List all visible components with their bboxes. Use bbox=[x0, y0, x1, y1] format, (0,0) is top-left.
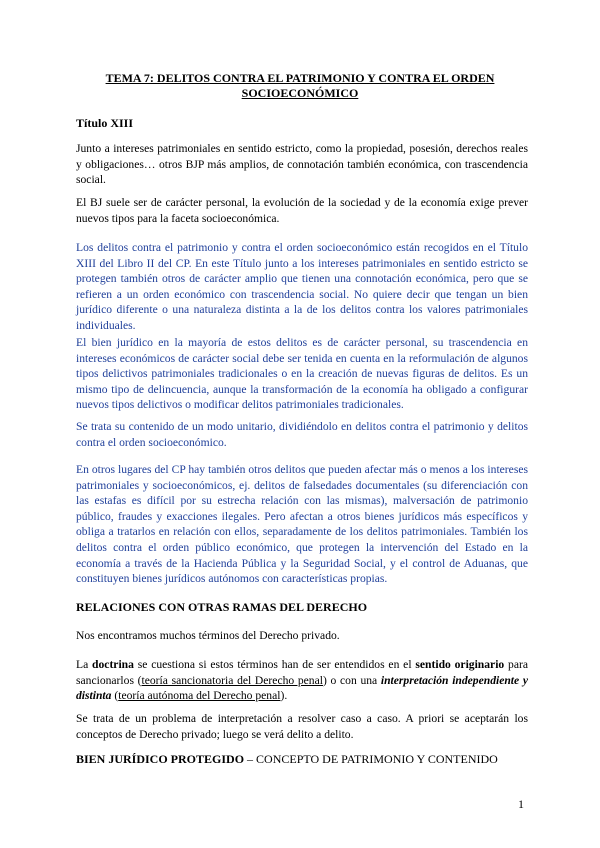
term-sentido-originario: sentido originario bbox=[415, 658, 505, 671]
p8-text: se cuestiona si estos términos han de ser entendidos en el bbox=[133, 658, 416, 671]
p8-text: La bbox=[76, 658, 93, 671]
paragraph-2: El BJ suele ser de carácter personal, la evolución de la sociedad y de la economía exige prever nuevos tipos para la faceta socioeconómica. bbox=[76, 196, 528, 225]
page-title: TEMA 7: DELITOS CONTRA EL PATRIMONIO Y CONTRA EL ORDEN SOCIOECONÓMICO bbox=[105, 71, 495, 100]
paragraph-7: Nos encontramos muchos términos del Derecho privado. bbox=[76, 629, 340, 642]
p8-text: ) o con una bbox=[322, 673, 381, 687]
paragraph-8 bbox=[76, 657, 528, 704]
section-heading-relaciones: RELACIONES CON OTRAS RAMAS DEL DERECHO bbox=[76, 600, 368, 614]
paragraph-3: Los delitos contra el patrimonio y contra el orden socioeconómico están recogidos en el Título XIII del Libro II del CP. En este Título junto a los intereses patrimoniales en sentido estricto se protegen también otros de carácter amplio que tienen una connotación económica, pero que se refieren a un orden económico con trascendencia social. No quiere decir que tengan un bien jurídico diferente o una naturaleza distinta a la de los delitos contra los valores patrimoniales individuales. bbox=[76, 241, 528, 332]
term-interpretacion-independiente: interpretación independiente y distinta bbox=[76, 673, 529, 703]
term-doctrina: doctrina bbox=[92, 658, 134, 671]
heading-bold-part: BIEN JURÍDICO PROTEGIDO bbox=[76, 752, 245, 766]
paragraph-4: El bien jurídico en la mayoría de estos delitos es de carácter personal, su trascendencia en intereses económicos de carácter social debe ser tenida en cuenta en la reformulación de algunos tipos delictivos patrimoniales tradicionales o en la creación de nuevas figuras de delitos. Es un mismo tipo de delincuencia, aunque la transformación de la economía ha obligado a configurar nuevos tipos delictivos o modificar delitos patrimoniales tradicionales. bbox=[76, 336, 528, 412]
heading-rest-part: – CONCEPTO DE PATRIMONIO Y CONTENIDO bbox=[244, 752, 498, 766]
term-teoria-sancionatoria: teoría sancionatoria del Derecho penal bbox=[141, 673, 323, 687]
paragraph-6: En otros lugares del CP hay también otros delitos que pueden afectar más o menos a los intereses patrimoniales y socioeconómicos, ej. delitos de falsedades documentales (su diferenciación con las estafas es difícil por su estrecha relación con las mismas), malversación de patrimonio público, fraudes y exacciones ilegales. Pero afectan a otros bienes jurídicos más específicos y obliga a tratarlos en relación con ellos, separadamente de los delitos patrimoniales. También los delitos contra el orden público económico, que protegen la intervención del Estado en la economía a través de la Hacienda Pública y la Seguridad Social, y el control de Aduanas, que constituyen bienes jurídicos autónomos con características propias. bbox=[76, 463, 528, 586]
page-number: 1 bbox=[518, 797, 524, 811]
term-teoria-autonoma: teoría autónoma del Derecho penal bbox=[118, 689, 281, 703]
p8-text: para sancionarlos ( bbox=[76, 658, 528, 687]
paragraph-9: Se trata de un problema de interpretación a resolver caso a caso. A priori se aceptarán los conceptos de Derecho privado; luego se verá delito a delito. bbox=[76, 712, 528, 741]
p8-text: ). bbox=[280, 689, 288, 703]
paragraph-5: Se trata su contenido de un modo unitario, dividiéndolo en delitos contra el patrimonio y delitos contra el orden socioeconómico. bbox=[76, 420, 528, 449]
paragraph-1: Junto a intereses patrimoniales en sentido estricto, como la propiedad, posesión, derechos reales y obligaciones… otros BJP más amplios, de connotación también económica, con trascendencia social. bbox=[76, 142, 528, 187]
section-subtitle: Título XIII bbox=[76, 116, 134, 130]
section-heading-bien-juridico bbox=[76, 752, 498, 767]
p8-text: ( bbox=[111, 689, 119, 703]
